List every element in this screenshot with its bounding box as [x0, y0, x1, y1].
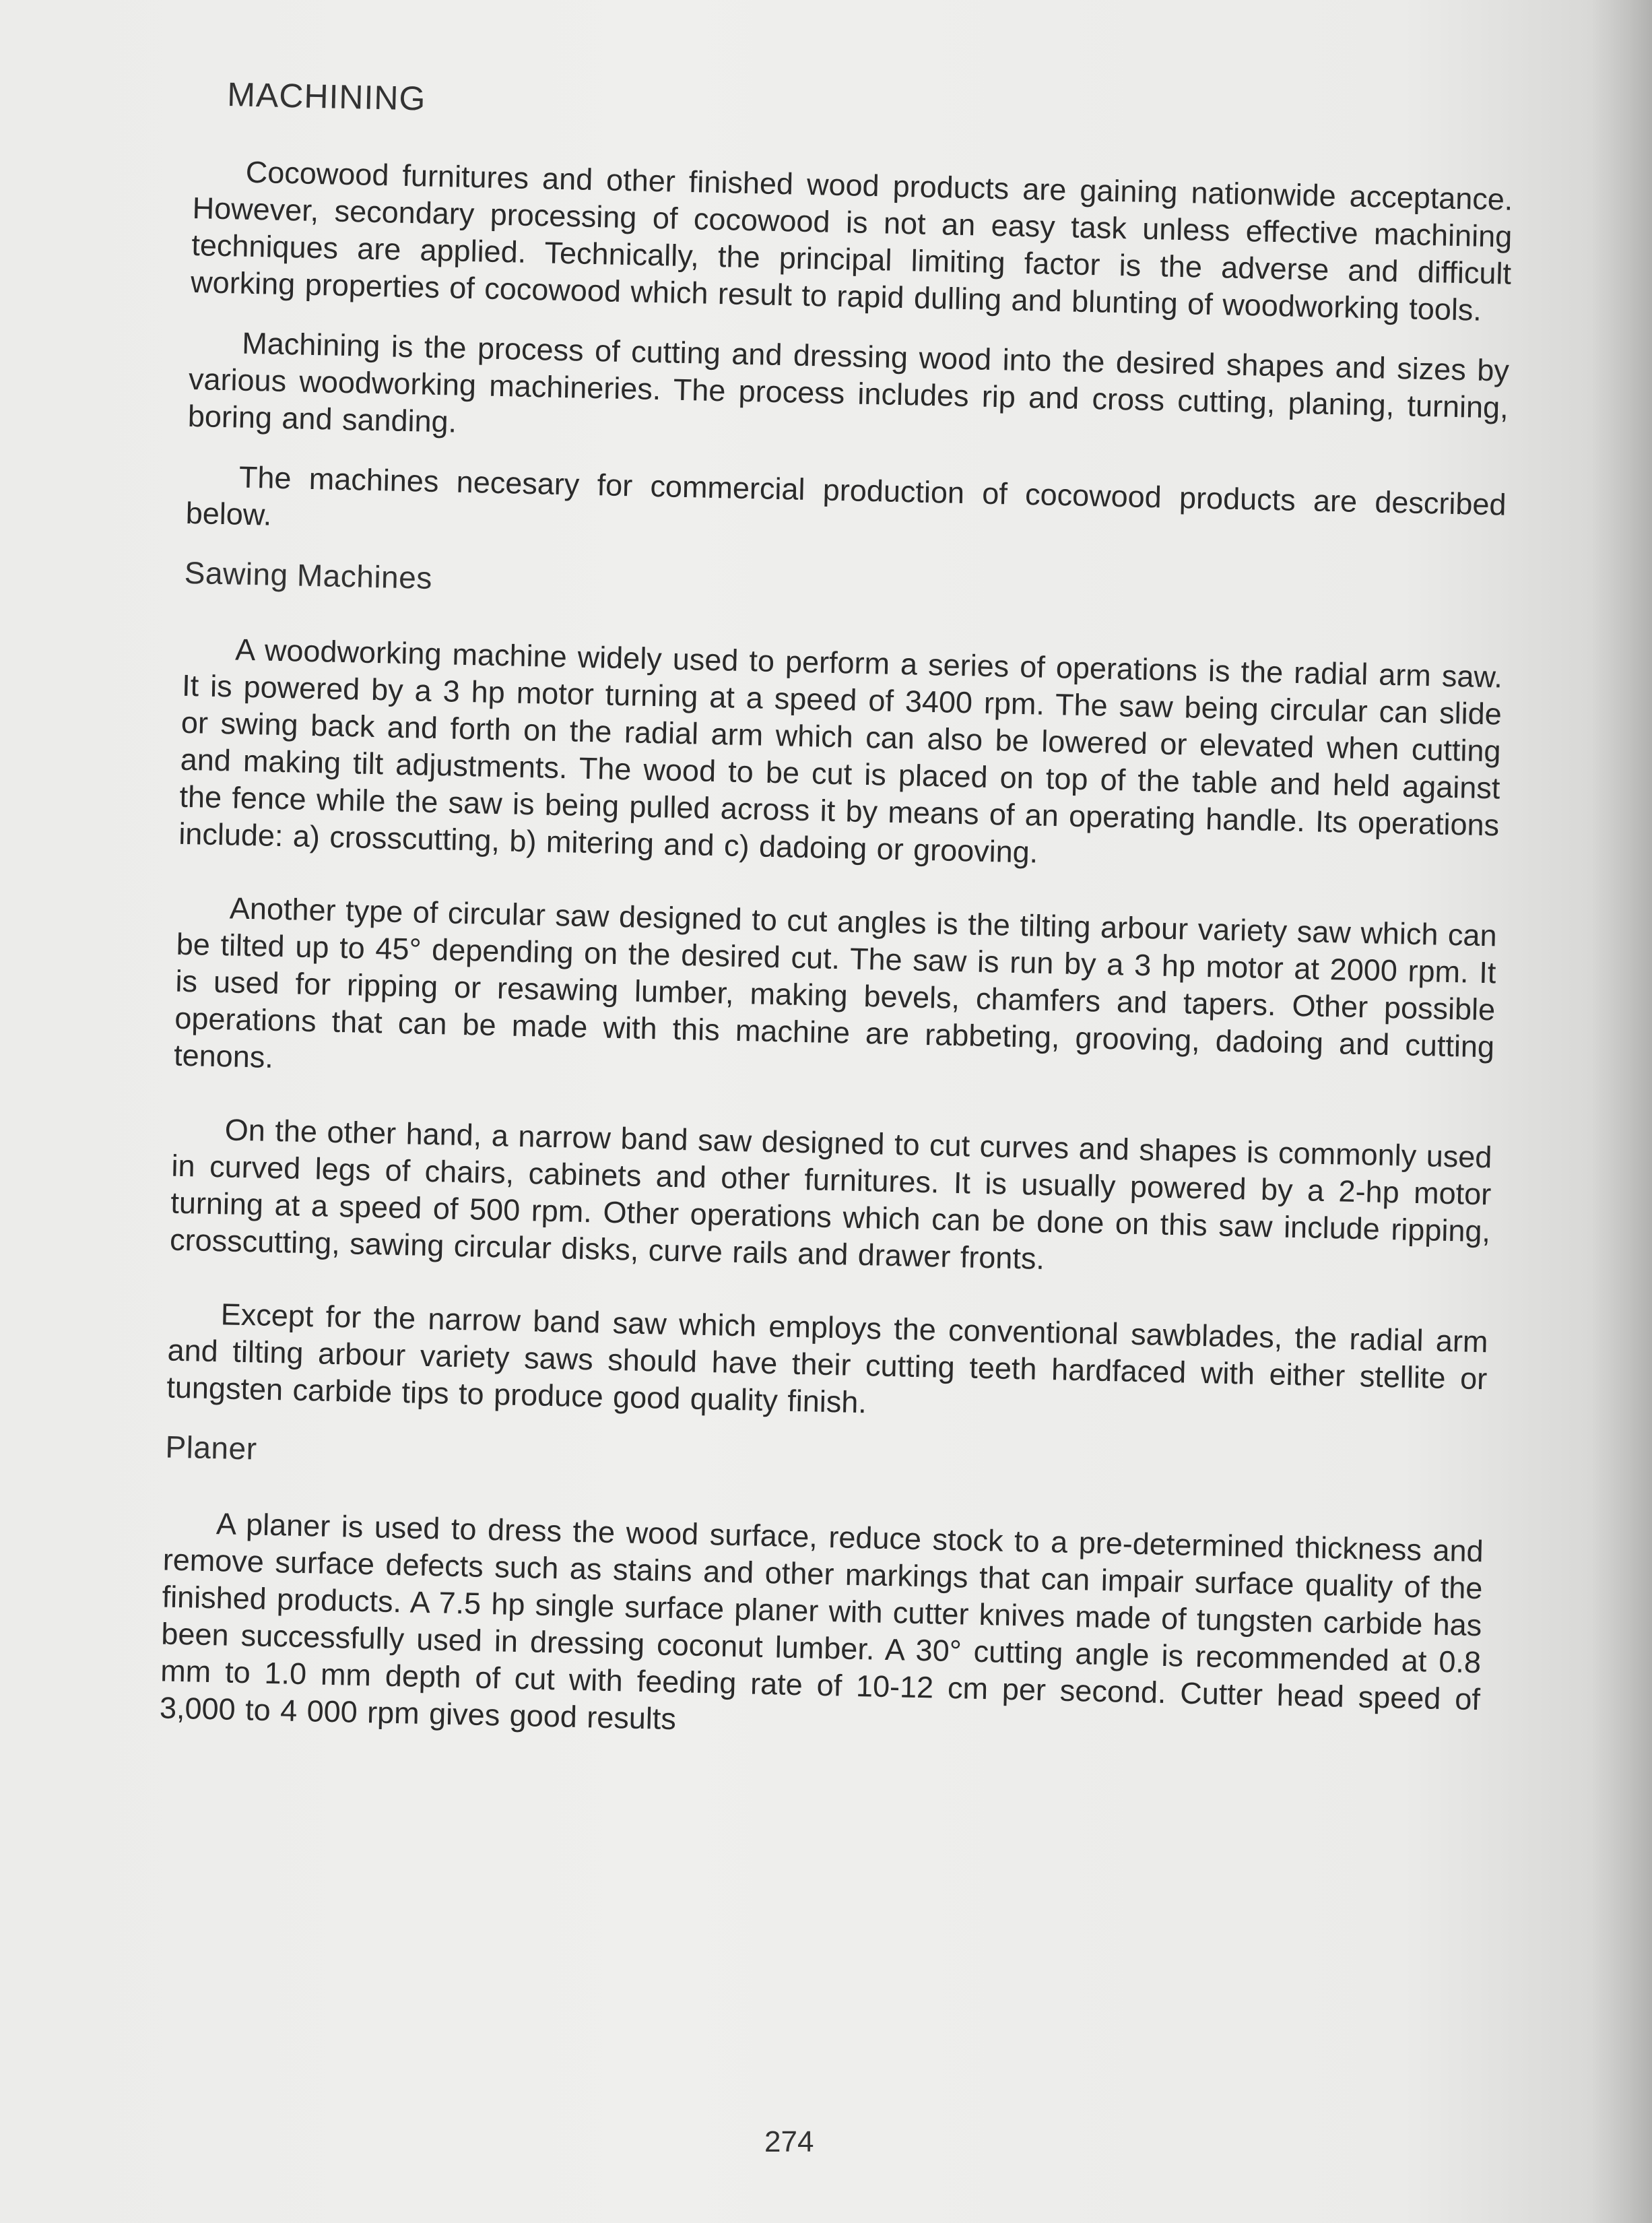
page-edge-shadow — [1591, 0, 1652, 2223]
section-heading-sawing-machines: Sawing Machines — [184, 554, 433, 595]
intro-paragraph-3: The machines necesary for commercial production of cocowood products are described below. — [185, 459, 1507, 532]
page-number: 274 — [764, 2125, 814, 2158]
sawing-paragraph-2: Another type of circular saw designed to cut angles is the tilting arbour variety saw which can be tilted up to 45° depending on the desired cut. The saw is run by a 3 hp motor at 2000 rpm. It is used for ripping or resawing lumber, making bevels, chamfers and tapers. Other possible operations that can be made with this machine are rabbeting, grooving, dadoing and cutting tenons. — [173, 891, 1498, 1074]
page-title: MACHINING — [226, 75, 427, 118]
sawing-paragraph-1: A woodworking machine widely used to perform a series of operations is the radial arm saw. It is powered by a 3 hp motor turning at a speed of 3400 rpm. The saw being circular can slide or swing back and forth on the radial arm which can also be lowered or elevated when cutting and making tilt adjustments. The wood to be cut is placed on top of the table and held against the fence while the saw is being pulled across it by means of an operating handle. Its operations include: a) crosscutting, b) mitering and c) dadoing or grooving. — [178, 632, 1503, 870]
page-content — [159, 74, 1515, 1778]
sawing-paragraph-3: On the other hand, a narrow band saw designed to cut curves and shapes is commonly used in curved legs of chairs, cabinets and other furnitures. It is usually powered by a 2-hp motor turning at a speed of 500 rpm. Other operations which can be done on this saw include ripping, crosscutting, sawing circular disks, curve rails and drawer fronts. — [169, 1112, 1492, 1276]
intro-paragraph-2: Machining is the process of cutting and dressing wood into the desired shapes and sizes by various woodworking machineries. The process includes rip and cross cutting, planing, turning, boring and sanding. — [187, 325, 1510, 439]
intro-paragraph-1: Cocowood furnitures and other finished wood products are gaining nationwide acceptance. However, secondary processing of cocowood is not an easy task unless effective machining techniques are applied. Technically, the principal limiting factor is the adverse and difficult working properties of cocowood which result to rapid dulling and blunting of woodworking tools. — [190, 154, 1513, 327]
sawing-paragraph-4: Except for the narrow band saw which employs the conventional sawblades, the radial arm and tilting arbour variety saws should have their cutting teeth hardfaced with either stellite or tungsten carbide tips to produce good quality finish. — [166, 1297, 1488, 1420]
section-heading-planer: Planer — [164, 1429, 258, 1467]
planer-paragraph-1: A planer is used to dress the wood surface, reduce stock to a pre-determined thickness and remove surface defects such as stains and other markings that can impair surface quality of the finished products. A 7.5 hp single surface planer with cutter knives made of tungsten carbide has been successfully used in dressing coconut lumber. A 30° cutting angle is recommended at 0.8 mm to 1.0 mm depth of cut with feeding rate of 10-12 cm per second. Cutter head speed of 3,000 to 4 000 rpm gives good results — [159, 1506, 1484, 1737]
